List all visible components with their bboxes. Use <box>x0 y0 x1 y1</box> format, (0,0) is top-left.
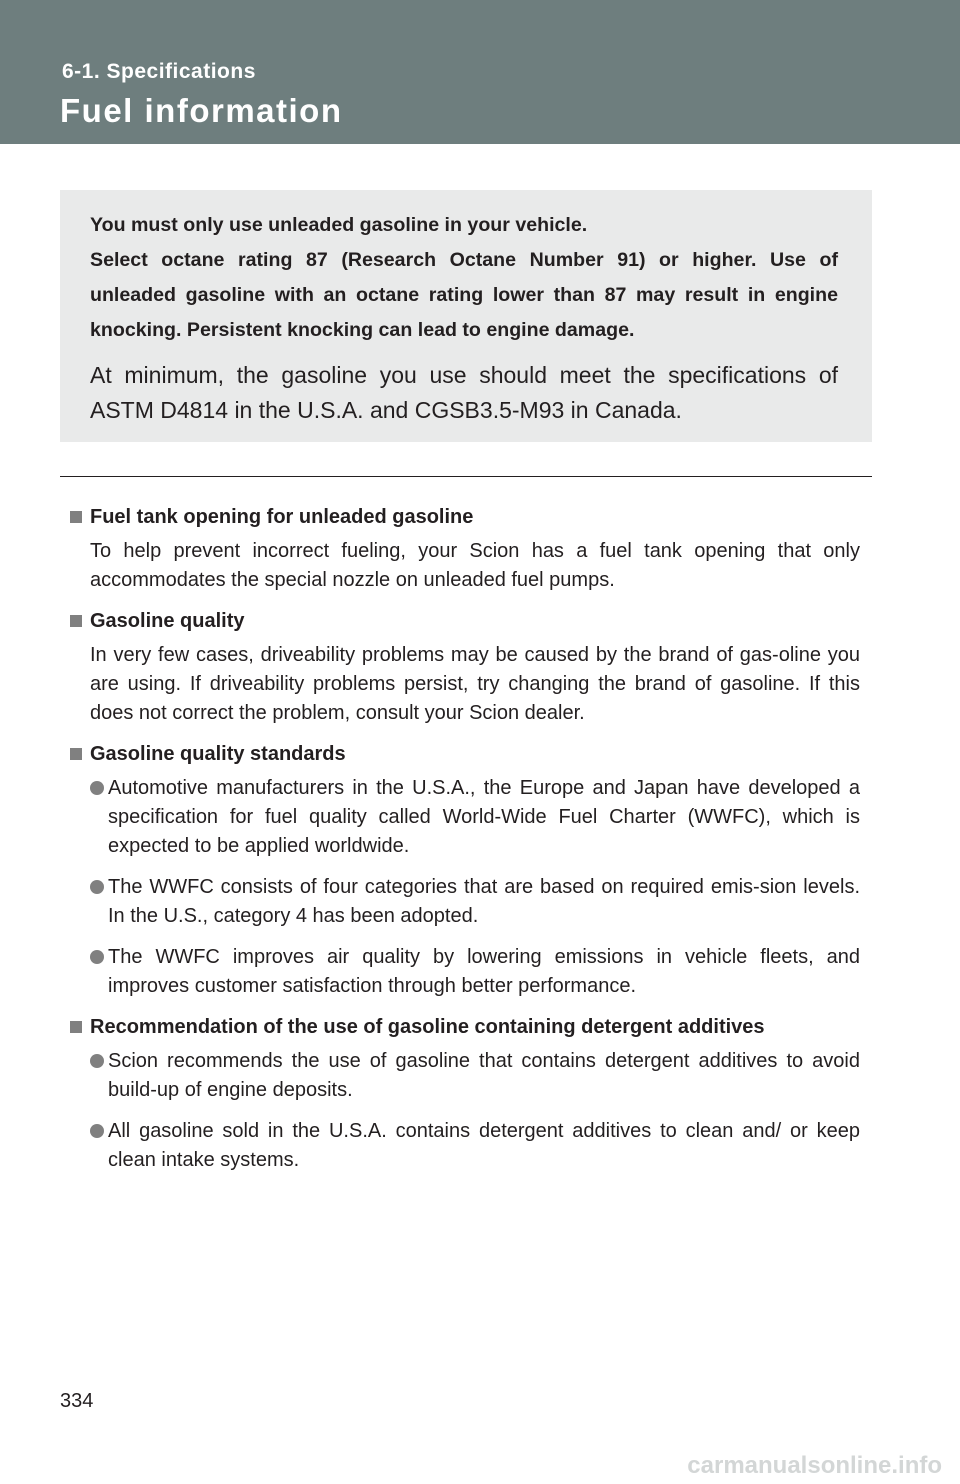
circle-bullet-icon <box>90 880 104 894</box>
summary-box <box>60 190 872 442</box>
circle-bullet-icon <box>90 1124 104 1138</box>
page-number: 334 <box>60 1390 94 1412</box>
section-text: To help prevent incorrect fueling, your Scion has a fuel tank opening that only accommodates the special nozzle on unleaded fuel pumps. <box>90 540 860 591</box>
section-heading-gasoline-quality <box>70 607 860 635</box>
section-heading-text: Fuel tank opening for unleaded gasoline <box>90 506 474 528</box>
section-text: In very few cases, driveability problems may be caused by the brand of gas-oline you are using. If driveability problems persist, try changing the brand of gasoline. If this does not correct the problem, consult your Scion dealer. <box>90 644 860 724</box>
circle-bullet-icon <box>90 1054 104 1068</box>
summary-note: At minimum, the gasoline you use should meet the specifications of ASTM D4814 in the U.S.A. and CGSB3.5-M93 in Canada. <box>90 362 838 423</box>
section-heading-detergent-additives <box>70 1013 860 1041</box>
summary-warning <box>90 208 838 348</box>
square-bullet-icon <box>70 511 82 523</box>
list-item <box>90 943 860 1001</box>
summary-line: Select octane rating 87 (Research Octane Number 91) or higher. Use of unleaded gasoline with an octane rating lower than 87 may result in engine knocking. Persistent knocking can lead to engine damage. <box>90 249 838 341</box>
section-heading-text: Gasoline quality <box>90 610 245 632</box>
section-heading-text: Recommendation of the use of gasoline containing detergent additives <box>90 1016 765 1038</box>
divider <box>60 476 872 477</box>
section-heading-text: Gasoline quality standards <box>90 743 346 765</box>
content <box>70 503 860 1175</box>
section-heading-fuel-tank-opening <box>70 503 860 531</box>
square-bullet-icon <box>70 615 82 627</box>
list-item-text: Scion recommends the use of gasoline that contains detergent additives to avoid build-up of engine deposits. <box>108 1050 860 1101</box>
list-item-text: All gasoline sold in the U.S.A. contains detergent additives to clean and/ or keep clean intake systems. <box>108 1120 860 1171</box>
list-item-text: Automotive manufacturers in the U.S.A., the Europe and Japan have developed a specification for fuel quality called World-Wide Fuel Charter (WWFC), which is expected to be applied worldwide. <box>108 777 860 857</box>
list-item-text: The WWFC consists of four categories that are based on required emis-sion levels. In the U.S., category 4 has been adopted. <box>108 876 860 927</box>
summary-line: You must only use unleaded gasoline in your vehicle. <box>90 214 588 236</box>
list-item <box>90 873 860 931</box>
square-bullet-icon <box>70 1021 82 1033</box>
list-item <box>90 1117 860 1175</box>
watermark: carmanualsonline.info <box>687 1452 942 1479</box>
section-label: 6-1. Specifications <box>62 60 256 83</box>
square-bullet-icon <box>70 748 82 760</box>
circle-bullet-icon <box>90 781 104 795</box>
list-item-text: The WWFC improves air quality by lowering emissions in vehicle fleets, and improves customer satisfaction through better performance. <box>108 946 860 997</box>
list-item <box>90 774 860 861</box>
page-title: Fuel information <box>60 92 343 129</box>
circle-bullet-icon <box>90 950 104 964</box>
page-header <box>0 0 960 144</box>
list-item <box>90 1047 860 1105</box>
section-heading-quality-standards <box>70 740 860 768</box>
